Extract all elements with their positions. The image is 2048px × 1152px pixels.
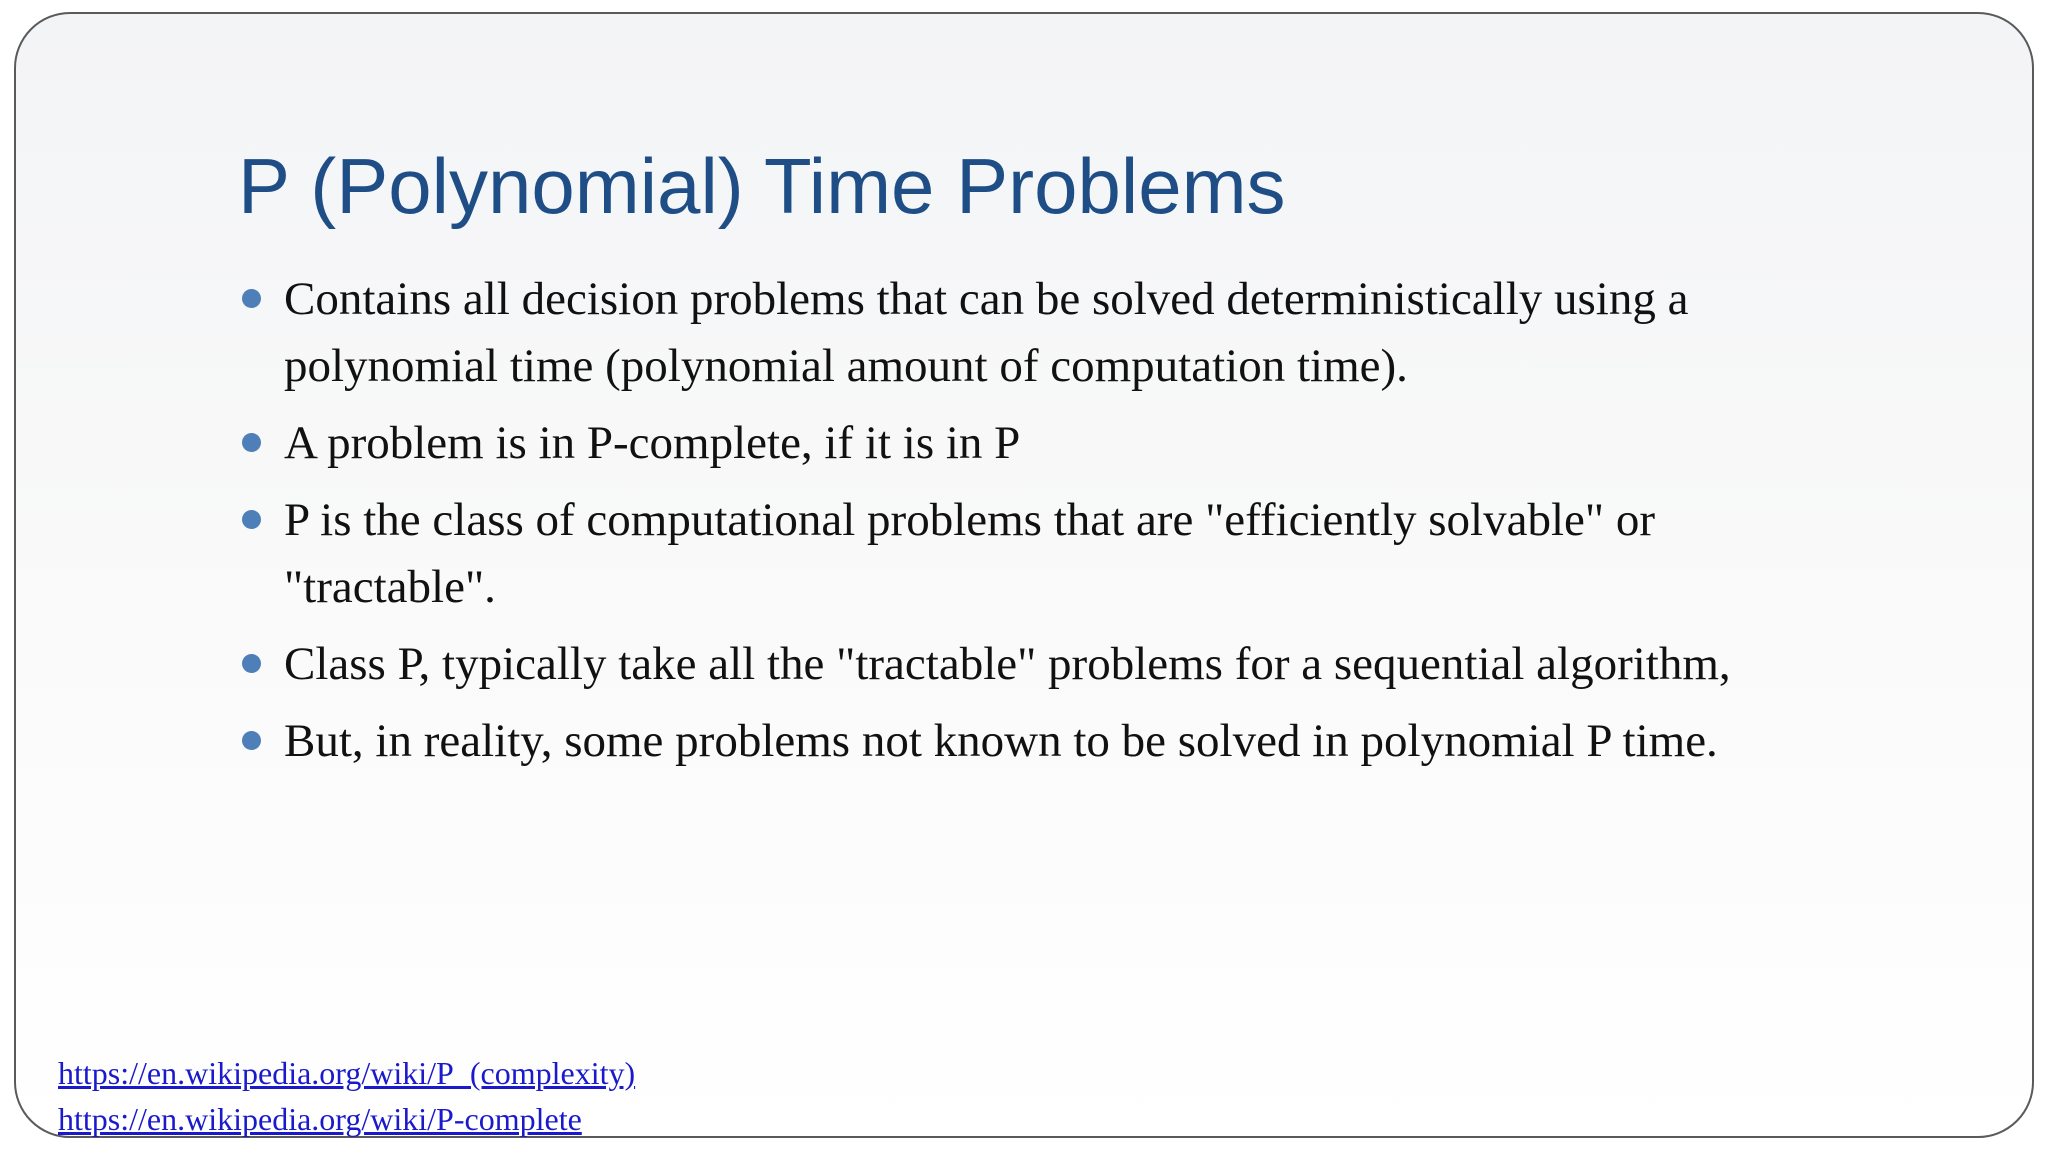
bullet-text: Contains all decision problems that can be solved deterministically using a polynomial time (polynomial amount of computation time). [284,273,1689,392]
bullet-text: But, in reality, some problems not known to be solved in polynomial P time. [284,715,1718,767]
bullet-text: P is the class of computational problems that are "efficiently solvable" or "tractable". [284,494,1655,613]
bullet-marker-icon [242,654,261,673]
bullet-item [238,708,1858,775]
reference-link-p-complexity[interactable]: https://en.wikipedia.org/wiki/P_(complexity) [58,1055,636,1091]
bullet-marker-icon [242,510,261,529]
bullet-item [238,487,1858,621]
bullet-list [238,266,1858,785]
bullet-item [238,410,1858,477]
reference-link-p-complete[interactable]: https://en.wikipedia.org/wiki/P-complete [58,1101,582,1137]
bullet-item [238,266,1858,400]
bullet-item [238,631,1858,698]
bullet-text: A problem is in P-complete, if it is in P [284,417,1021,469]
references [58,1050,635,1142]
bullet-marker-icon [242,433,261,452]
bullet-text: Class P, typically take all the "tractable" problems for a sequential algorithm, [284,638,1731,690]
slide-frame [14,12,2034,1138]
bullet-marker-icon [242,289,261,308]
slide-title: P (Polynomial) Time Problems [238,142,1286,230]
bullet-marker-icon [242,731,261,750]
